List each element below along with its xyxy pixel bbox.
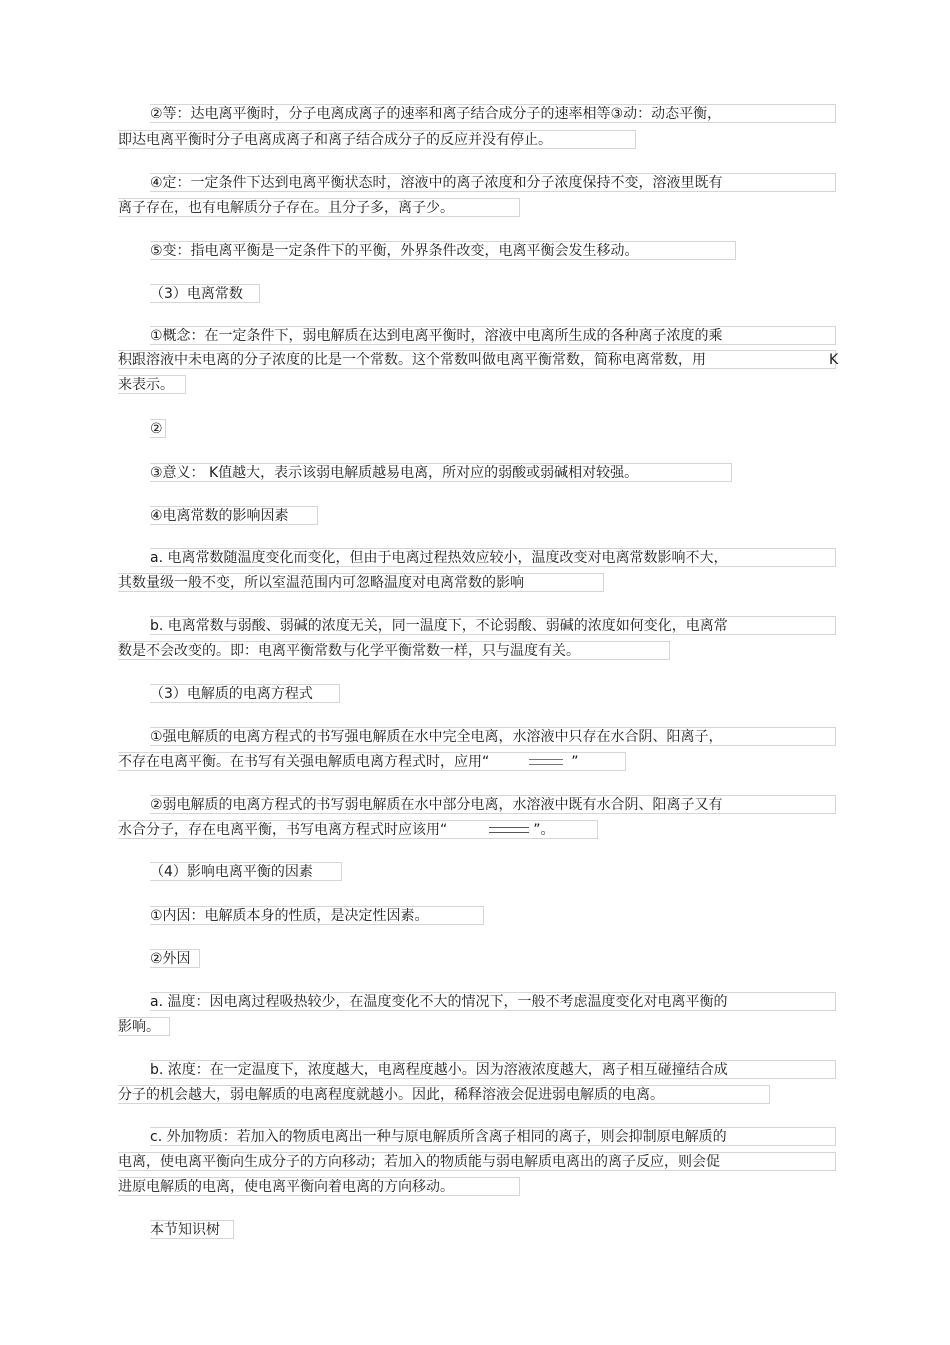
text-line: ②: [150, 421, 163, 437]
text-line: b. 浓度：在一定温度下，浓度越大，电离程度越小。因为溶液浓度越大，离子相互碰撞结合成: [150, 1062, 728, 1078]
text-line: ①强电解质的电离方程式的书写强电解质在水中完全电离，水溶液中只存在水合阴、阳离子，: [150, 729, 723, 745]
section-heading: （3）电解质的电离方程式: [150, 686, 313, 702]
section-heading: （4）影响电离平衡的因素: [150, 864, 313, 880]
section-heading: （3）电离常数: [150, 286, 243, 302]
text-line: 进原电解质的电离，使电离平衡向着电离的方向移动。: [118, 1179, 454, 1195]
text-line: 离子存在，也有电解质分子存在。且分子多，离子少。: [118, 200, 454, 216]
text-line: ①内因：电解质本身的性质，是决定性因素。: [150, 908, 429, 924]
equal-sign-icon: [529, 759, 563, 765]
text-line: b. 电离常数与弱酸、弱碱的浓度无关，同一温度下，不论弱酸、弱碱的浓度如何变化，电离常: [150, 618, 728, 634]
text-fragment: ”: [571, 754, 579, 770]
text-line: ②等：达电离平衡时，分子电离成离子的速率和离子结合成分子的速率相等③动：动态平衡，: [150, 106, 722, 122]
text-line: ②弱电解质的电离方程式的书写弱电解质在水中部分电离，水溶液中既有水合阴、阳离子又有: [150, 797, 723, 813]
text-line: [118, 753, 579, 771]
text-line: a. 温度：因电离过程吸热较少，在温度变化不大的情况下，一般不考虑温度变化对电离平衡的: [150, 994, 728, 1010]
text-line: 来表示。: [118, 377, 174, 393]
text-line: [118, 821, 555, 839]
section-heading: 本节知识树: [150, 1222, 220, 1238]
text-fragment: 水合分子，存在电离平衡，书写电离方程式时应该用“: [118, 822, 448, 838]
text-line: ④定：一定条件下达到电离平衡状态时，溶液中的离子浓度和分子浓度保持不变，溶液里既有: [150, 175, 723, 191]
text-line: ②外因: [150, 951, 191, 967]
text-line: 积跟溶液中未电离的分子浓度的比是一个常数。这个常数叫做电离平衡常数，简称电离常数，用: [118, 352, 706, 368]
text-fragment: ”。: [533, 822, 555, 838]
text-line: 数是不会改变的。即：电离平衡常数与化学平衡常数一样，只与温度有关。: [118, 643, 580, 659]
text-line: ⑤变：指电离平衡是一定条件下的平衡，外界条件改变，电离平衡会发生移动。: [150, 243, 639, 259]
symbol-k: K: [829, 352, 839, 368]
text-line: ④电离常数的影响因素: [150, 508, 289, 524]
reversible-arrow-icon: [489, 827, 529, 833]
text-line: 其数量级一般不变，所以室温范围内可忽略温度对电离常数的影响: [118, 575, 524, 591]
text-line: 电离，使电离平衡向生成分子的方向移动；若加入的物质能与弱电解质电离出的离子反应，则会促: [118, 1154, 720, 1170]
text-line: ③意义： K值越大，表示该弱电解质越易电离，所对应的弱酸或弱碱相对较强。: [150, 465, 639, 481]
text-line: a. 电离常数随温度变化而变化，但由于电离过程热效应较小，温度改变对电离常数影响不大，: [150, 550, 728, 566]
text-line: c. 外加物质：若加入的物质电离出一种与原电解质所含离子相同的离子，则会抑制原电解质的: [150, 1129, 727, 1145]
text-fragment: 不存在电离平衡。在书写有关强电解质电离方程式时，应用“: [118, 754, 490, 770]
text-line: ①概念：在一定条件下，弱电解质在达到电离平衡时，溶液中电离所生成的各种离子浓度的乘: [150, 328, 723, 344]
text-line: 分子的机会越大，弱电解质的电离程度就越小。因此，稀释溶液会促进弱电解质的电离。: [118, 1087, 664, 1103]
text-line: 影响。: [118, 1019, 160, 1035]
text-line: 即达电离平衡时分子电离成离子和离子结合成分子的反应并没有停止。: [118, 132, 552, 148]
